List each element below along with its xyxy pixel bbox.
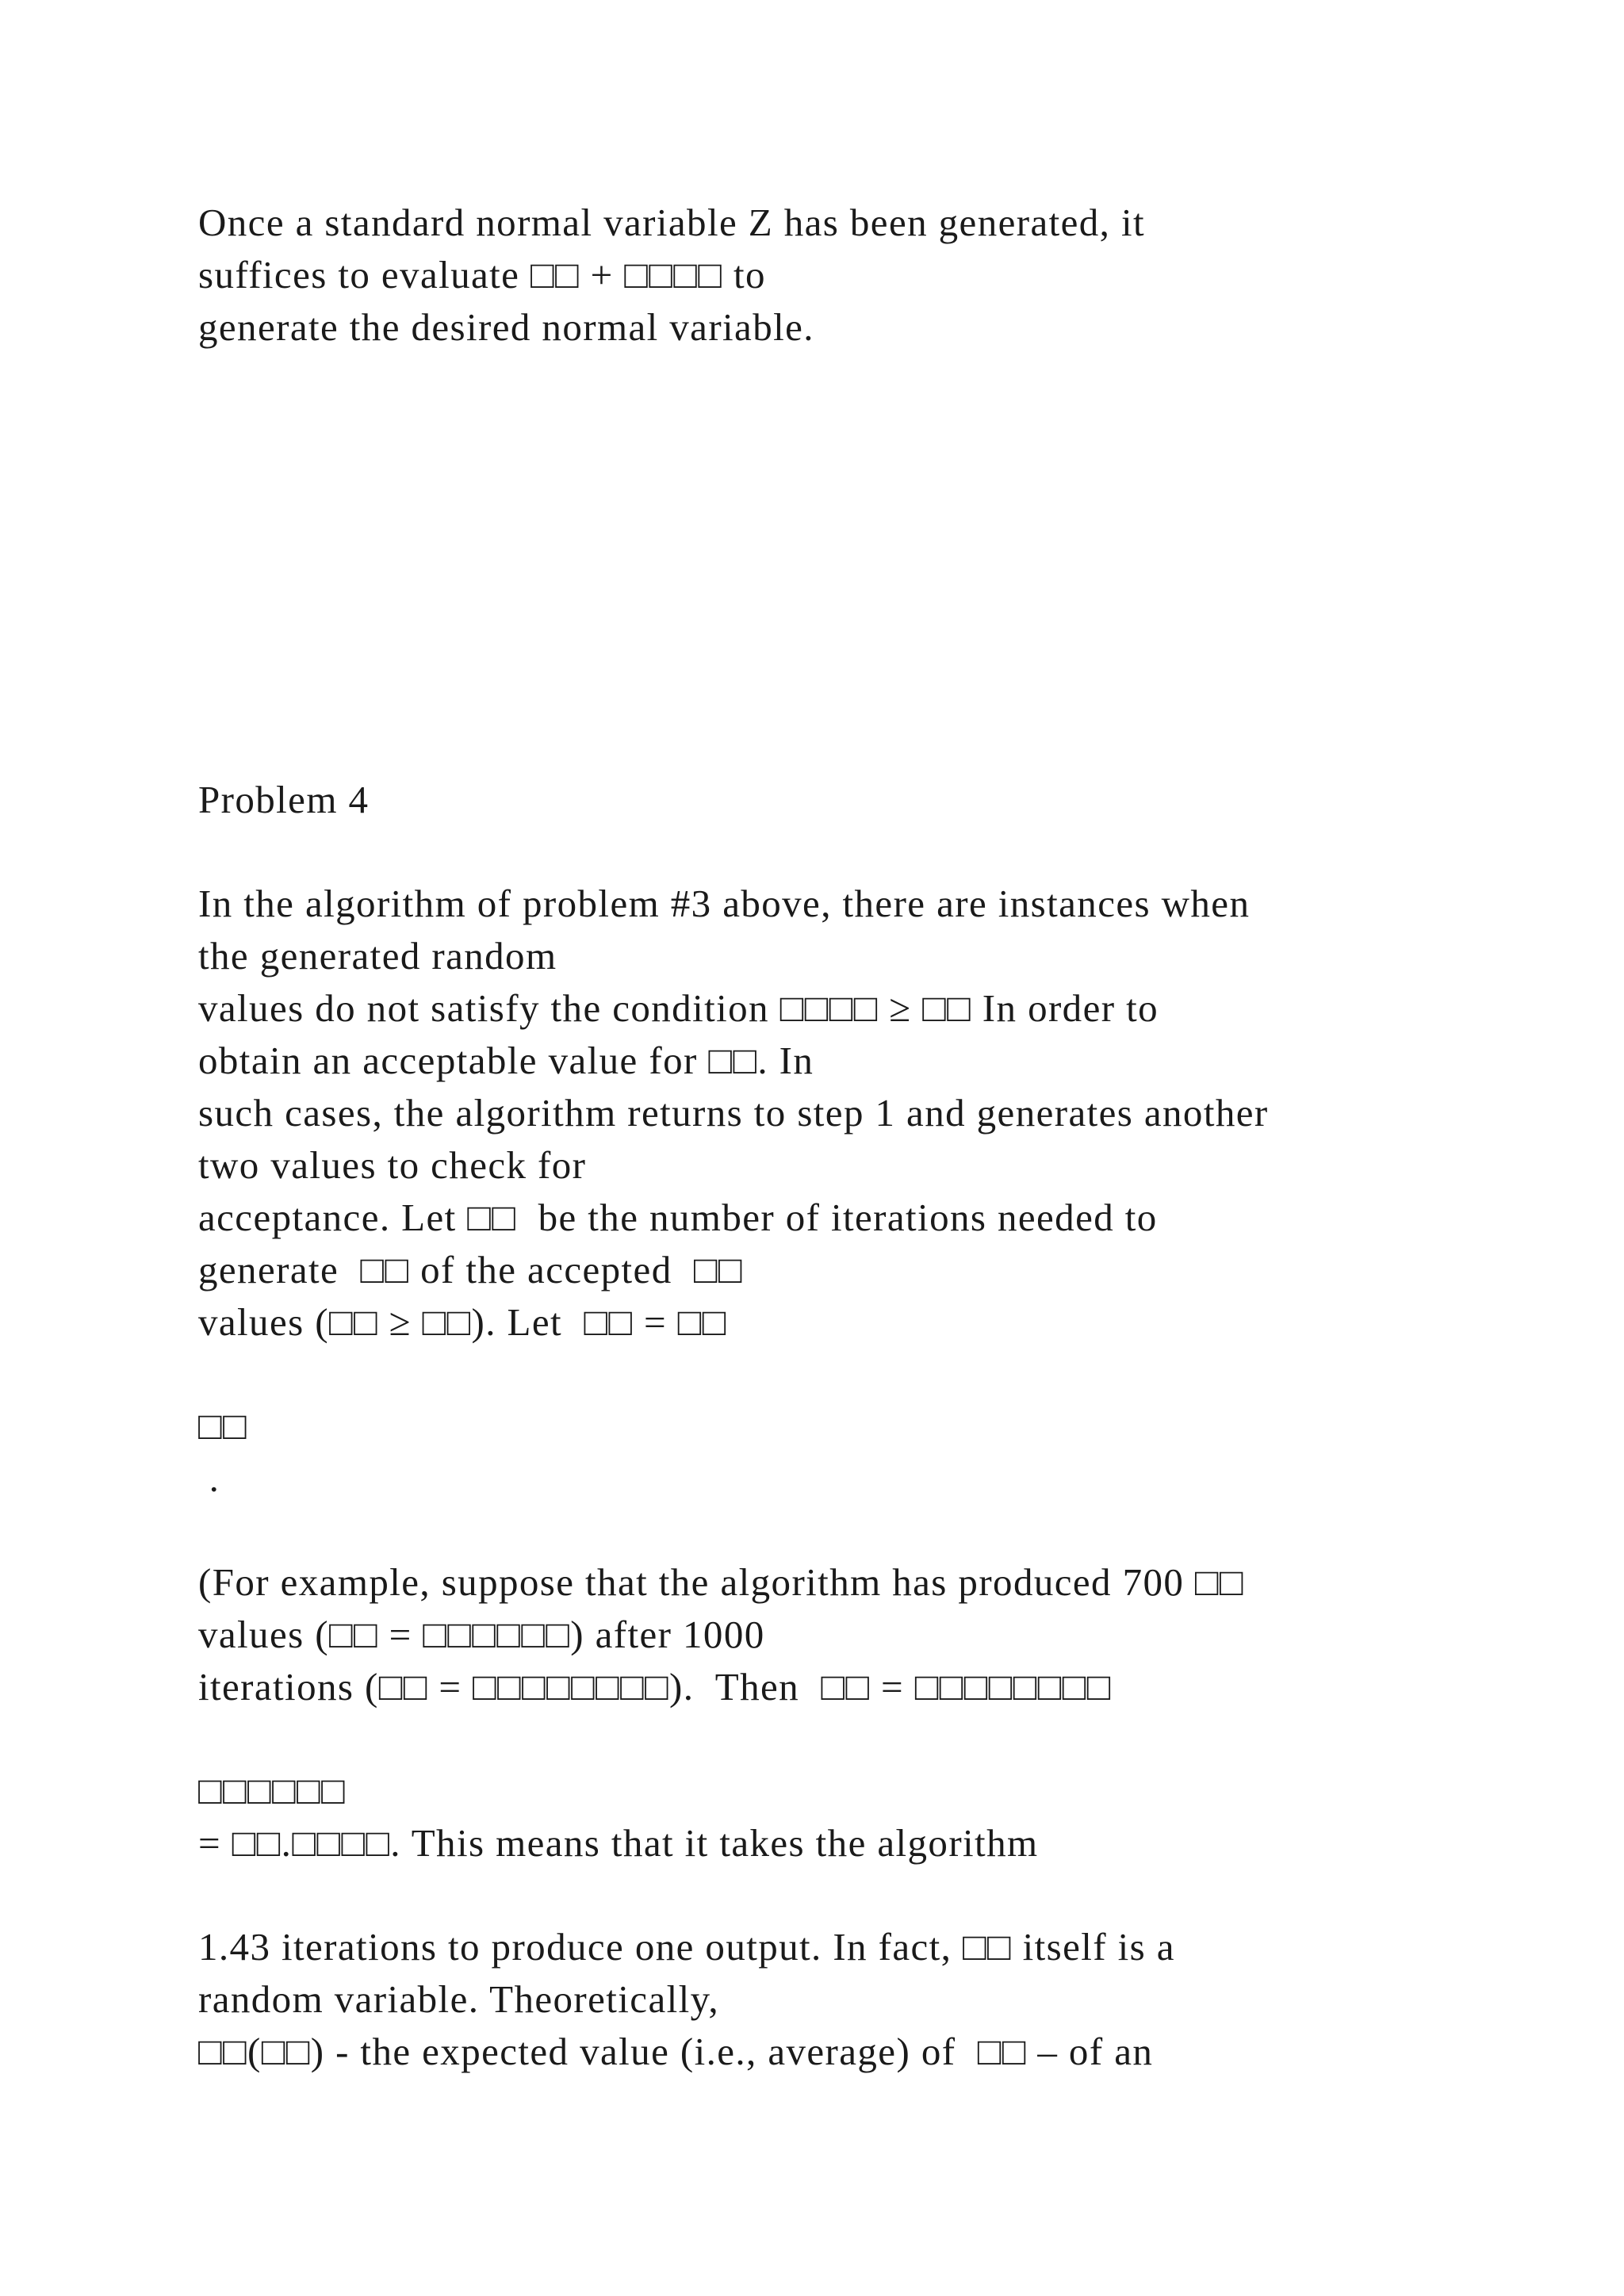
paragraph1-line-4: obtain an acceptable value for □□. In: [198, 1039, 814, 1082]
paragraph1-line-5: such cases, the algorithm returns to step 1 and generates another: [198, 1091, 1269, 1135]
example-line-1: (For example, suppose that the algorithm has produced 700 □□: [198, 1560, 1244, 1604]
paragraph1-line-6: two values to check for: [198, 1143, 587, 1187]
example-denominator: □□□□□□: [198, 1769, 346, 1812]
paragraph1-line-2: the generated random: [198, 934, 557, 978]
problem-title: Problem 4: [198, 778, 370, 821]
intro-line-3: generate the desired normal variable.: [198, 305, 814, 349]
intro-line-1: Once a standard normal variable Z has been generated, it: [198, 201, 1146, 244]
fraction-denominator: □□: [198, 1404, 247, 1448]
paragraph1-line-7: acceptance. Let □□ be the number of iterations needed to: [198, 1196, 1158, 1239]
fraction-dot: .: [198, 1456, 220, 1500]
closing-line-2: random variable. Theoretically,: [198, 1977, 720, 2021]
example-line-2: values (□□ = □□□□□□) after 1000: [198, 1613, 765, 1656]
paragraph1-line-9: values (□□ ≥ □□). Let □□ = □□: [198, 1300, 727, 1344]
example-line-3: iterations (□□ = □□□□□□□□). Then □□ = □□□□□□□□: [198, 1665, 1112, 1709]
closing-line-3: □□(□□) - the expected value (i.e., average) of □□ – of an: [198, 2030, 1154, 2073]
paragraph1-line-3: values do not satisfy the condition □□□□ ≥ □□ In order to: [198, 986, 1159, 1030]
intro-line-2: suffices to evaluate □□ + □□□□ to: [198, 253, 766, 297]
paragraph1-line-8: generate □□ of the accepted □□: [198, 1248, 743, 1292]
paragraph1-line-1: In the algorithm of problem #3 above, there are instances when: [198, 882, 1251, 925]
closing-line-1: 1.43 iterations to produce one output. In fact, □□ itself is a: [198, 1925, 1175, 1969]
example-result: = □□.□□□□. This means that it takes the algorithm: [198, 1821, 1039, 1865]
